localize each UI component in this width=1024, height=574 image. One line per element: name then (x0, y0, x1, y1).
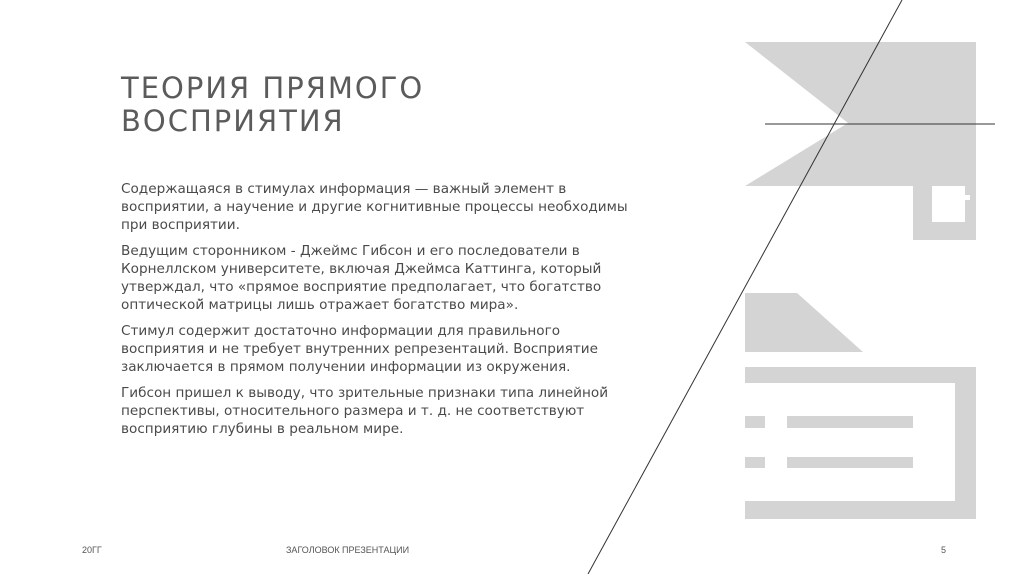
decor-bar (787, 416, 913, 428)
paragraph (121, 180, 661, 234)
decor-bar (745, 416, 765, 428)
text-line: оптической̆ матрицы лишь отражает богатство мира». (121, 297, 519, 313)
paragraph (121, 384, 661, 438)
footer-date: 20ГГ (82, 545, 102, 555)
text-line: Стимул содержит достаточно информации для правильного (121, 323, 561, 339)
text-line: утверждал, что «прямое восприятие предполагает, что богатство (121, 279, 602, 295)
footer-presentation-title: ЗАГОЛОВОК ПРЕЗЕНТАЦИИ (286, 545, 410, 555)
slide-body (121, 180, 661, 446)
decor-trapezoid (745, 293, 863, 352)
text-line: Корнеллском университете, включая Джеймса Каттинга, который̆ (121, 261, 602, 277)
slide-title (121, 72, 541, 138)
text-line: восприятия и не требует внутренних репрезентаций. Восприятие (121, 341, 599, 357)
text-line: при восприятии. (121, 217, 240, 233)
paragraph (121, 322, 661, 376)
title-line: ВОСПРИЯТИЯ (121, 104, 345, 138)
text-line: Ведущим сторонником - Джеймс Гибсон и его последователи в (121, 243, 580, 259)
text-line: перспективы, относительного размера и т. д. не соответствуют (121, 403, 585, 419)
decor-bar (745, 457, 765, 468)
paragraph (121, 242, 661, 314)
title-line: ТЕОРИЯ ПРЯМОГО (121, 71, 425, 105)
decor-frame (745, 367, 976, 519)
text-line: заключается в прямом получении информации из окружения. (121, 359, 571, 375)
text-line: восприятии, а научение и другие когнитивные процессы необходимы (121, 199, 628, 215)
decor-bar (787, 457, 913, 468)
text-line: Содержащаяся в стимулах информация — важный̆ элемент в (121, 181, 567, 197)
footer-page-number: 5 (941, 545, 947, 555)
text-line: Гибсон пришел к выводу, что зрительные признаки типа линейной̆ (121, 385, 609, 401)
text-line: восприятию глубины в реальном мире. (121, 421, 404, 437)
